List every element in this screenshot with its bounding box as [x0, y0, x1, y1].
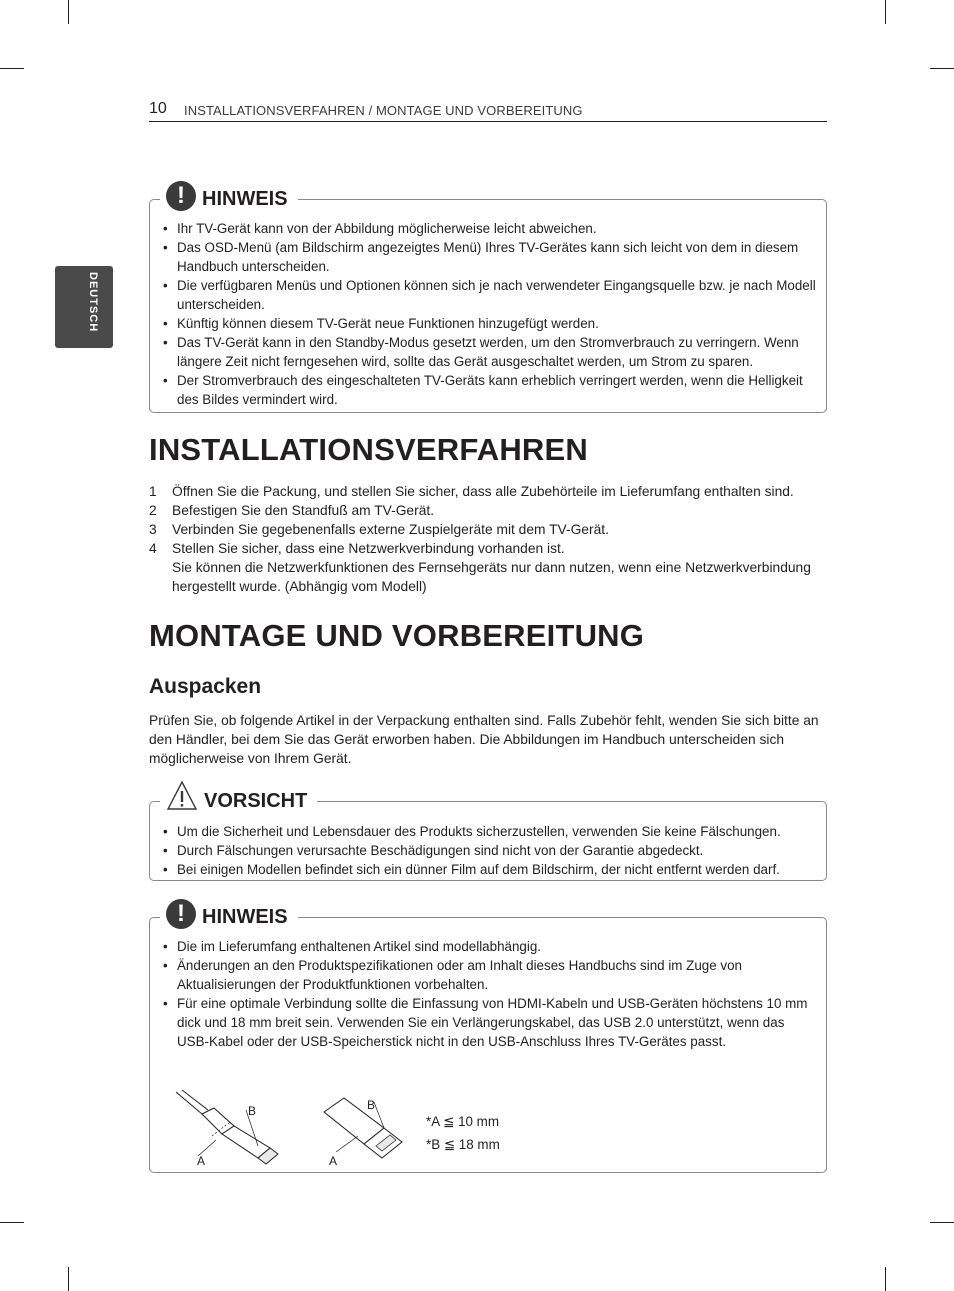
step-text: Stellen Sie sicher, dass eine Netzwerkverbindung vorhanden ist. — [172, 541, 565, 556]
note-title: HINWEIS — [202, 906, 288, 928]
caution-header — [160, 776, 317, 812]
installation-heading: INSTALLATIONSVERFAHREN — [149, 432, 588, 467]
step-extra-text: Sie können die Netzwerkfunktionen des Fernsehgeräts nur dann nutzen, wenn eine Netzwerkverbindung hergestellt wurde. (Abhängig vom Modell) — [172, 560, 811, 594]
spec-a: *A ≦ 10 mm — [426, 1114, 499, 1129]
crop-mark — [68, 0, 69, 24]
list-item: • Die im Lieferumfang enthaltenen Artikel sind modellabhängig. — [163, 937, 816, 956]
note-box — [149, 182, 827, 413]
list-item: • Das OSD-Menü (am Bildschirm angezeigtes Menü) Ihres TV-Gerätes kann sich leicht von dem in diesem Handbuch unterscheiden. — [163, 238, 816, 276]
spec-b: *B ≦ 18 mm — [426, 1137, 500, 1152]
crop-mark — [0, 68, 24, 69]
step-item — [149, 482, 829, 501]
note-list — [163, 219, 816, 409]
language-tab — [55, 266, 113, 348]
step-number: 3 — [149, 522, 157, 537]
page-number: 10 — [149, 100, 167, 117]
list-item: • Bei einigen Modellen befindet sich ein dünner Film auf dem Bildschirm, der nicht entfernt werden darf. — [163, 860, 816, 879]
list-item: • Um die Sicherheit und Lebensdauer des Produkts sicherzustellen, verwenden Sie keine Fälschungen. — [163, 822, 816, 841]
crop-mark — [885, 0, 886, 24]
auspacken-heading: Auspacken — [149, 675, 262, 698]
list-item: • Ihr TV-Gerät kann von der Abbildung möglicherweise leicht abweichen. — [163, 219, 816, 238]
list-item: • Änderungen an den Produktspezifikationen oder am Inhalt dieses Handbuchs sind im Zuge von Aktualisierungen der Produktfunktionen vorbehalten. — [163, 956, 816, 994]
step-item — [149, 501, 829, 520]
auspacken-paragraph: Prüfen Sie, ob folgende Artikel in der Verpackung enthalten sind. Falls Zubehör fehlt, wenden Sie sich bitte an den Händler, bei dem Sie das Gerät erworben haben. Die Abbildungen im Handbuch unterscheiden sich möglicherweise von Ihrem Gerät. — [149, 713, 819, 766]
language-tab-label: DEUTSCH — [87, 272, 99, 333]
diagram-label-b: B — [248, 1104, 257, 1118]
diagram-label-b: B — [367, 1098, 376, 1112]
running-title: INSTALLATIONSVERFAHREN / MONTAGE UND VORBEREITUNG — [184, 103, 583, 118]
step-text: Öffnen Sie die Packung, und stellen Sie sicher, dass alle Zubehörteile im Lieferumfang enthalten sind. — [172, 484, 794, 499]
usb-stick-illustration — [318, 1094, 408, 1172]
list-item: • Das TV-Gerät kann in den Standby-Modus gesetzt werden, um den Stromverbrauch zu verringern. Wenn längere Zeit nicht ferngesehen wird, sollte das Gerät ausgeschaltet werden, um Strom zu sparen. — [163, 333, 816, 371]
crop-mark — [930, 1222, 954, 1223]
crop-mark — [885, 1267, 886, 1291]
step-item — [149, 520, 829, 539]
step-item — [149, 539, 829, 596]
warning-icon — [166, 780, 198, 812]
exclamation-icon: ! — [166, 899, 196, 929]
step-number: 2 — [149, 503, 157, 518]
crop-mark — [930, 68, 954, 69]
crop-mark — [0, 1222, 24, 1223]
note-list — [163, 937, 816, 1051]
step-text: Verbinden Sie gegebenenfalls externe Zuspielgeräte mit dem TV-Gerät. — [172, 522, 609, 537]
list-item: • Künftig können diesem TV-Gerät neue Funktionen hinzugefügt werden. — [163, 314, 816, 333]
step-number: 1 — [149, 484, 157, 499]
page-header — [149, 100, 827, 122]
list-item: • Für eine optimale Verbindung sollte die Einfassung von HDMI-Kabeln und USB-Geräten höchstens 10 mm dick und 18 mm breit sein. Verwenden Sie ein Verlängerungskabel, das USB 2.0 unterstützt, wenn das USB-Kabel oder der USB-Speicherstick nicht in den USB-Anschluss Ihres TV-Gerätes passt. — [163, 994, 816, 1051]
list-item: • Die verfügbaren Menüs und Optionen können sich je nach verwendeter Eingangsquelle bzw. je nach Modell unterscheiden. — [163, 276, 816, 314]
diagram-label-a: A — [197, 1154, 206, 1168]
caution-title: VORSICHT — [204, 790, 308, 812]
caution-box — [149, 790, 827, 881]
list-item: • Der Stromverbrauch des eingeschalteten TV-Geräts kann erheblich verringert werden, wenn die Helligkeit des Bildes vermindert wird. — [163, 371, 816, 409]
list-item: • Durch Fälschungen verursachte Beschädigungen sind nicht von der Garantie abgedeckt. — [163, 841, 816, 860]
diagram-label-a: A — [329, 1154, 338, 1168]
note-title: HINWEIS — [202, 188, 288, 210]
caution-list — [163, 822, 816, 879]
hdmi-plug-illustration — [172, 1088, 287, 1172]
installation-steps — [149, 482, 829, 596]
step-text: Befestigen Sie den Standfuß am TV-Gerät. — [172, 503, 435, 518]
exclamation-icon: ! — [166, 181, 196, 211]
montage-heading: MONTAGE UND VORBEREITUNG — [149, 618, 645, 653]
note-header — [160, 892, 298, 928]
crop-mark — [68, 1267, 69, 1291]
step-number: 4 — [149, 541, 157, 556]
note-header — [160, 174, 298, 210]
